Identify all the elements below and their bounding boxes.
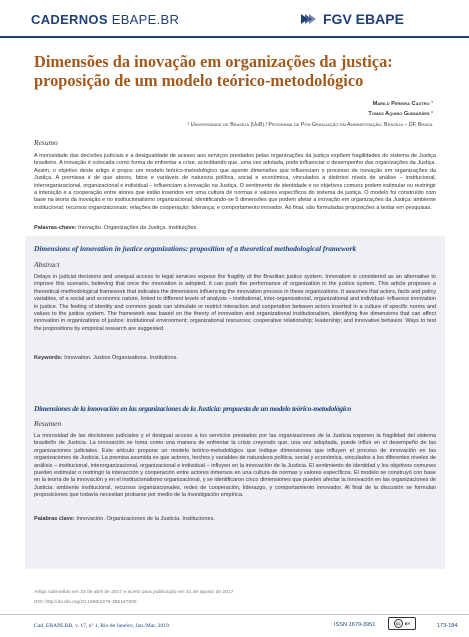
english-keywords	[34, 355, 436, 361]
english-keywords-text: Innovation. Justice Organizations. Institutions.	[64, 355, 178, 361]
spanish-keywords-text: Innovación. Organizaciones de la Justicia. Instituciones.	[76, 516, 215, 522]
resumo-keywords-label: Palavras-chave:	[34, 225, 77, 231]
submission-dates: Artigo submetido em 23 de abril de 2017 e aceito para publicação em 31 de agosto de 2017.	[34, 590, 235, 595]
fgv-emblem-icon	[301, 12, 319, 26]
article-title: Dimensões da inovação em organizações da justiça: proposição de um modelo teórico-metodológico	[34, 52, 393, 90]
english-keywords-label: Keywords:	[34, 355, 63, 361]
spanish-keywords-label: Palabras clave:	[34, 516, 75, 522]
resumo-keywords-text: Inovação. Organizações da Justiça. Instituições.	[78, 225, 198, 231]
doi-link[interactable]: DOI: http://dx.doi.org/10.1590/1679-395167960	[34, 600, 137, 605]
publisher-logo	[301, 11, 404, 27]
cc-icon: cc	[395, 621, 401, 626]
abstract-label: Abstract	[34, 260, 60, 269]
journal-logo	[31, 12, 179, 27]
resumo-keywords	[34, 225, 436, 231]
abstract-text: Delays in judicial decisions and unequal access to legal services expose the fragility of the Brazilian justice system. Innovation is considered as an alternative to improve this scenario, believing that once the innovation is adopted, it can push the performance of organization in the justice system. This article proposes a theoretical-methodological framework that indicates the dimensions influencing the innovation process in these organizations. It assumes that actors, facts and policy variables, of a social and economic nature, linked to different levels of analysis – institutional, inter-organizational, organizational and individual- influence innovation in justice. The feeling of identity and common goals can stimulate or restrict interaction and cooperation between actors inserted in a culture of specific norms and values to the justice system. The framework was based on the theory of innovation and organizational institutionalism, identifying five dimensions that can affect innovation in organizations of justice: institutional environment; organizational resources; cooperative relationship; leadership; and innovative behavior. Ways to test the propositions by empirical research are suggested.	[34, 274, 436, 332]
journal-name-light: EBAPE.BR	[111, 12, 180, 27]
header-divider	[0, 36, 469, 38]
creative-commons-badge[interactable]	[388, 617, 416, 630]
issn: ISSN 1679-3951	[334, 622, 376, 628]
page-range: 173-184	[437, 623, 458, 629]
resumen-text: La morosidad de las decisiones judiciales y el desigual acceso a los servicios prestados por las organizaciones de la Justicia exponen la fragilidad del sistema brasileño de Justicia. La innovación se toma como una manera de enfrentar la crisis creyendo que, una vez adoptada, puede influir en el desempeño de las organizaciones judiciales. Este artículo propone un modelo teórico-metodológico que indique dimensiones que influyen el proceso de innovación en las organizaciones de Justicia. La premisa asumida es que actores, hechos y variables de naturaleza política, social y económica, vinculados a los diferentes niveles de análisis – institucional, interorganizacional, organizacional e individual – influyen en la innovación de la Justicia. El sentimiento de identidad y los objetivos comunes pueden estimular o restringir la interacción y cooperación entre actores inmersos en una cultura de normas y valores específicos. El modelo se construyó con base en la teoría de la innovación y en el institucionalismo organizacional, y se identificaron cinco dimensiones que pueden afectar la innovación en las organizaciones de Justicia: ambiente institucional, recursos organizacionales, redes de cooperación, liderazgo, y comportamiento innovador. Al final de la discusión se formulan proposiciones que todavía necesitan probarse por medio de la investigación empírica.	[34, 433, 436, 499]
spanish-keywords	[34, 516, 436, 522]
resumen-label: Resumen	[34, 419, 62, 428]
spanish-title: Dimensiones de la innovación en las organizaciones de la Justicia: propuesta de un modelo teórico-metodológico	[34, 404, 351, 413]
resumo-text: A morosidade das decisões judiciais e a desigualdade de acesso aos serviços prestados pelas organizações da justiça expõem fragilidades do sistema de Justiça brasileiro. A inovação é colocada como forma de enfrentar a crise, acreditando que, uma vez adotada, pode influenciar o desempenho das organizações da Justiça. Assim, o objetivo deste artigo é propor um modelo teórico-metodológico que aponte dimensões que influenciam o processo de inovação em organizações da Justiça. A premissa é de que atores, fatos e variáveis de natureza política, social e econômica, vinculados a distintos níveis de análise – institucional, interorganizacional, organizacional e individual – influenciam a inovação na Justiça. O sentimento de identidade e os objetivos comuns podem estimular ou restringir a interação e a cooperação entre atores que estão inseridos em uma cultura de normas e valores específicos do sistema de justiça. O modelo foi construído com base na teoria da inovação e no institucionalismo organizacional, identificando-se 5 dimensões que podem afetar a inovação em organizações da Justiça: ambiente institucional; recursos organizacionais; relações de cooperação; liderança; e comportamento inovador. Ao final, são formuladas proposições a testar em pesquisas.	[34, 153, 436, 211]
english-title: Dimensions of innovation in justice organizations: proposition of a theoretical methodological framework	[34, 244, 357, 253]
author-1: Marilú Pereira Castro ¹	[372, 101, 433, 107]
author-2: Tomas Aquino Guimarães ¹	[368, 111, 433, 117]
journal-citation: Cad. EBAPE.BR, v. 17, nº 1, Rio de Janeiro, Jan./Mar. 2019.	[34, 623, 171, 629]
cc-by-label: BY	[404, 621, 411, 626]
authors	[368, 99, 433, 119]
publisher-name: FGV EBAPE	[323, 11, 404, 27]
resumo-label: Resumo	[34, 138, 58, 147]
journal-name-bold: CADERNOS	[31, 12, 108, 27]
footer-divider	[0, 614, 469, 615]
submission-note	[34, 588, 235, 608]
affiliation: ¹ Universidade de Brasília (UnB) / Programa de Pós-Graduação em Administração, Brasília – DF, Brasil	[187, 122, 433, 128]
